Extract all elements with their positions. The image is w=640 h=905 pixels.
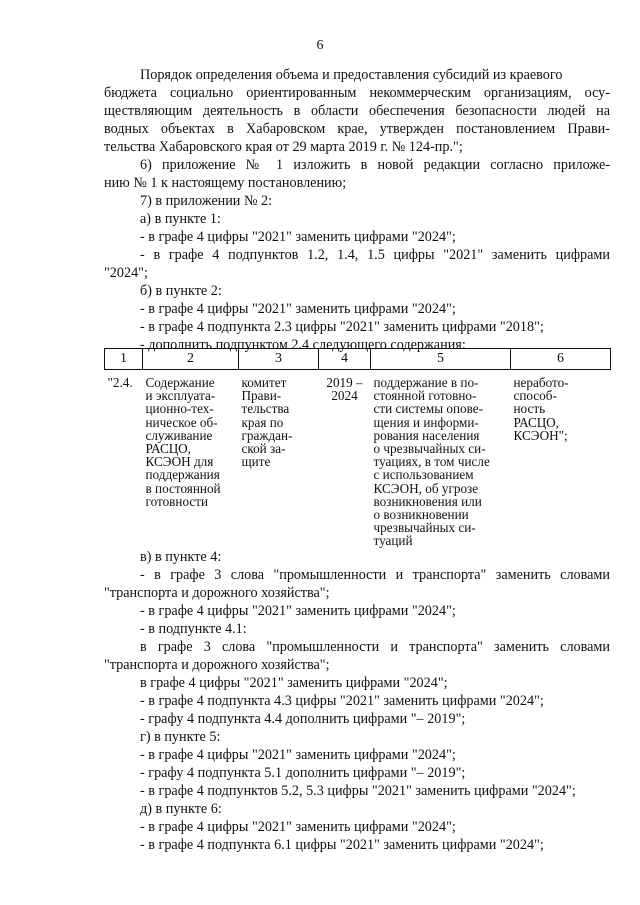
text-line: г) в пункте 5: — [140, 729, 221, 745]
text-line: - в графе 4 подпункта 6.1 цифры "2021" заменить цифрами "2024"; — [140, 837, 544, 853]
cell-item-number — [105, 370, 143, 548]
cell-line: края по — [241, 414, 284, 430]
cell-line: тельства — [241, 401, 290, 417]
cell-line: ность — [513, 401, 546, 417]
cell-term — [319, 370, 371, 548]
cell-line: поддержание в по- — [373, 375, 479, 390]
text-line: 6) приложение № 1 изложить в новой редакции согласно приложе- — [140, 157, 610, 173]
cell-line: щения и информи- — [373, 414, 479, 430]
text-line: - в графе 4 цифры "2021" заменить цифрами "2024"; — [140, 747, 456, 763]
cell-result — [371, 370, 511, 548]
cell-measure — [143, 370, 239, 548]
column-header: 6 — [511, 349, 611, 370]
text-line: нию № 1 к настоящему постановлению; — [104, 175, 347, 191]
text-line: - в графе 4 подпунктов 5.2, 5.3 цифры "2021" заменить цифрами "2024"; — [140, 783, 576, 799]
text-line: 7) в приложении № 2: — [140, 193, 273, 209]
cell-line: неработо- — [513, 375, 569, 390]
table-row — [105, 370, 611, 548]
column-header: 1 — [105, 349, 143, 370]
text-line: в) в пункте 4: — [140, 549, 222, 565]
cell-line: сти системы опове- — [373, 401, 483, 417]
cell-line: способ- — [513, 388, 557, 404]
text-line: - дополнить подпунктом 2.4 следующего содержания: — [140, 337, 466, 353]
cell-line: с использованием — [373, 467, 474, 483]
text-line: - в подпункте 4.1: — [140, 621, 247, 637]
cell-line: возникновения или — [373, 493, 482, 509]
text-line: - в графе 4 цифры "2021" заменить цифрами "2024"; — [140, 819, 456, 835]
amendment-table — [104, 348, 611, 548]
column-header: 5 — [371, 349, 511, 370]
text-line: бюджета социально ориентированным некоммерческим организациям, осу- — [104, 85, 610, 101]
cell-line: РАСЦО, — [513, 414, 559, 430]
cell-line: комитет — [241, 375, 287, 390]
cell-line: готовности — [145, 493, 209, 509]
text-line: а) в пункте 1: — [140, 211, 221, 227]
text-line: "транспорта и дорожного хозяйства"; — [104, 585, 330, 601]
cell-line: и эксплуата- — [145, 388, 216, 404]
text-line: "2024"; — [104, 265, 148, 281]
cell-risk — [511, 370, 611, 548]
text-line: в графе 3 слова "промышленности и транспорта" заменить словами — [140, 639, 610, 655]
text-line: - в графе 4 подпунктов 1.2, 1.4, 1.5 цифры "2021" заменить цифрами — [140, 247, 610, 263]
text-line: в графе 4 цифры "2021" заменить цифрами "2024"; — [140, 675, 448, 691]
text-line: - графу 4 подпункта 5.1 дополнить цифрами "– 2019"; — [140, 765, 466, 781]
cell-line: щите — [241, 454, 271, 470]
cell-line: КСЭОН, об угрозе — [373, 480, 479, 496]
text-line: - в графе 4 подпункта 2.3 цифры "2021" заменить цифрами "2018"; — [140, 319, 544, 335]
cell-line: туациях, в том числе — [373, 454, 490, 470]
cell-line: РАСЦО, — [145, 441, 191, 457]
text-line: тельства Хабаровского края от 29 марта 2019 г. № 124-пр."; — [104, 139, 463, 155]
cell-line: служивание — [145, 427, 213, 443]
text-line: Порядок определения объема и предоставления субсидий из краевого — [140, 67, 563, 83]
text-line: - в графе 4 цифры "2021" заменить цифрами "2024"; — [140, 301, 456, 317]
cell-line: ционно-тех- — [145, 401, 214, 417]
cell-line: КСЭОН"; — [513, 427, 568, 443]
cell-line: туаций — [373, 533, 413, 549]
cell-line: 2019 – — [326, 375, 363, 390]
text-line: - в графе 4 цифры "2021" заменить цифрами "2024"; — [140, 603, 456, 619]
page-number: 6 — [316, 38, 324, 53]
cell-line: стоянной готовно- — [373, 388, 477, 404]
cell-executor — [239, 370, 319, 548]
cell-line: "2.4. — [107, 375, 133, 390]
text-line: - в графе 4 цифры "2021" заменить цифрами "2024"; — [140, 229, 456, 245]
table-header-row — [105, 349, 611, 370]
text-line: - графу 4 подпункта 4.4 дополнить цифрами "– 2019"; — [140, 711, 466, 727]
cell-line: 2024 — [331, 388, 358, 404]
text-line: - в графе 4 подпункта 4.3 цифры "2021" заменить цифрами "2024"; — [140, 693, 544, 709]
column-header: 2 — [143, 349, 239, 370]
cell-line: чрезвычайных си- — [373, 520, 476, 536]
text-line: ществляющим деятельность в области обеспечения безопасности людей на — [104, 103, 610, 119]
cell-line: граждан- — [241, 427, 293, 443]
cell-line: поддержания — [145, 467, 220, 483]
cell-line: ской за- — [241, 441, 286, 457]
cell-line: ническое об- — [145, 414, 218, 430]
text-line: д) в пункте 6: — [140, 801, 222, 817]
cell-line: Содержание — [145, 375, 215, 390]
column-header: 3 — [239, 349, 319, 370]
cell-line: о чрезвычайных си- — [373, 441, 486, 457]
text-line: - в графе 3 слова "промышленности и транспорта" заменить словами — [140, 567, 610, 583]
cell-line: в постоянной — [145, 480, 221, 496]
cell-line: о возникновении — [373, 507, 469, 523]
cell-line: рования населения — [373, 427, 480, 443]
text-line: б) в пункте 2: — [140, 283, 222, 299]
text-line: водных объектах в Хабаровском крае, утвержден постановлением Прави- — [104, 121, 610, 137]
cell-line: Прави- — [241, 388, 282, 404]
column-header: 4 — [319, 349, 371, 370]
cell-line: КСЭОН для — [145, 454, 214, 470]
text-line: "транспорта и дорожного хозяйства"; — [104, 657, 330, 673]
